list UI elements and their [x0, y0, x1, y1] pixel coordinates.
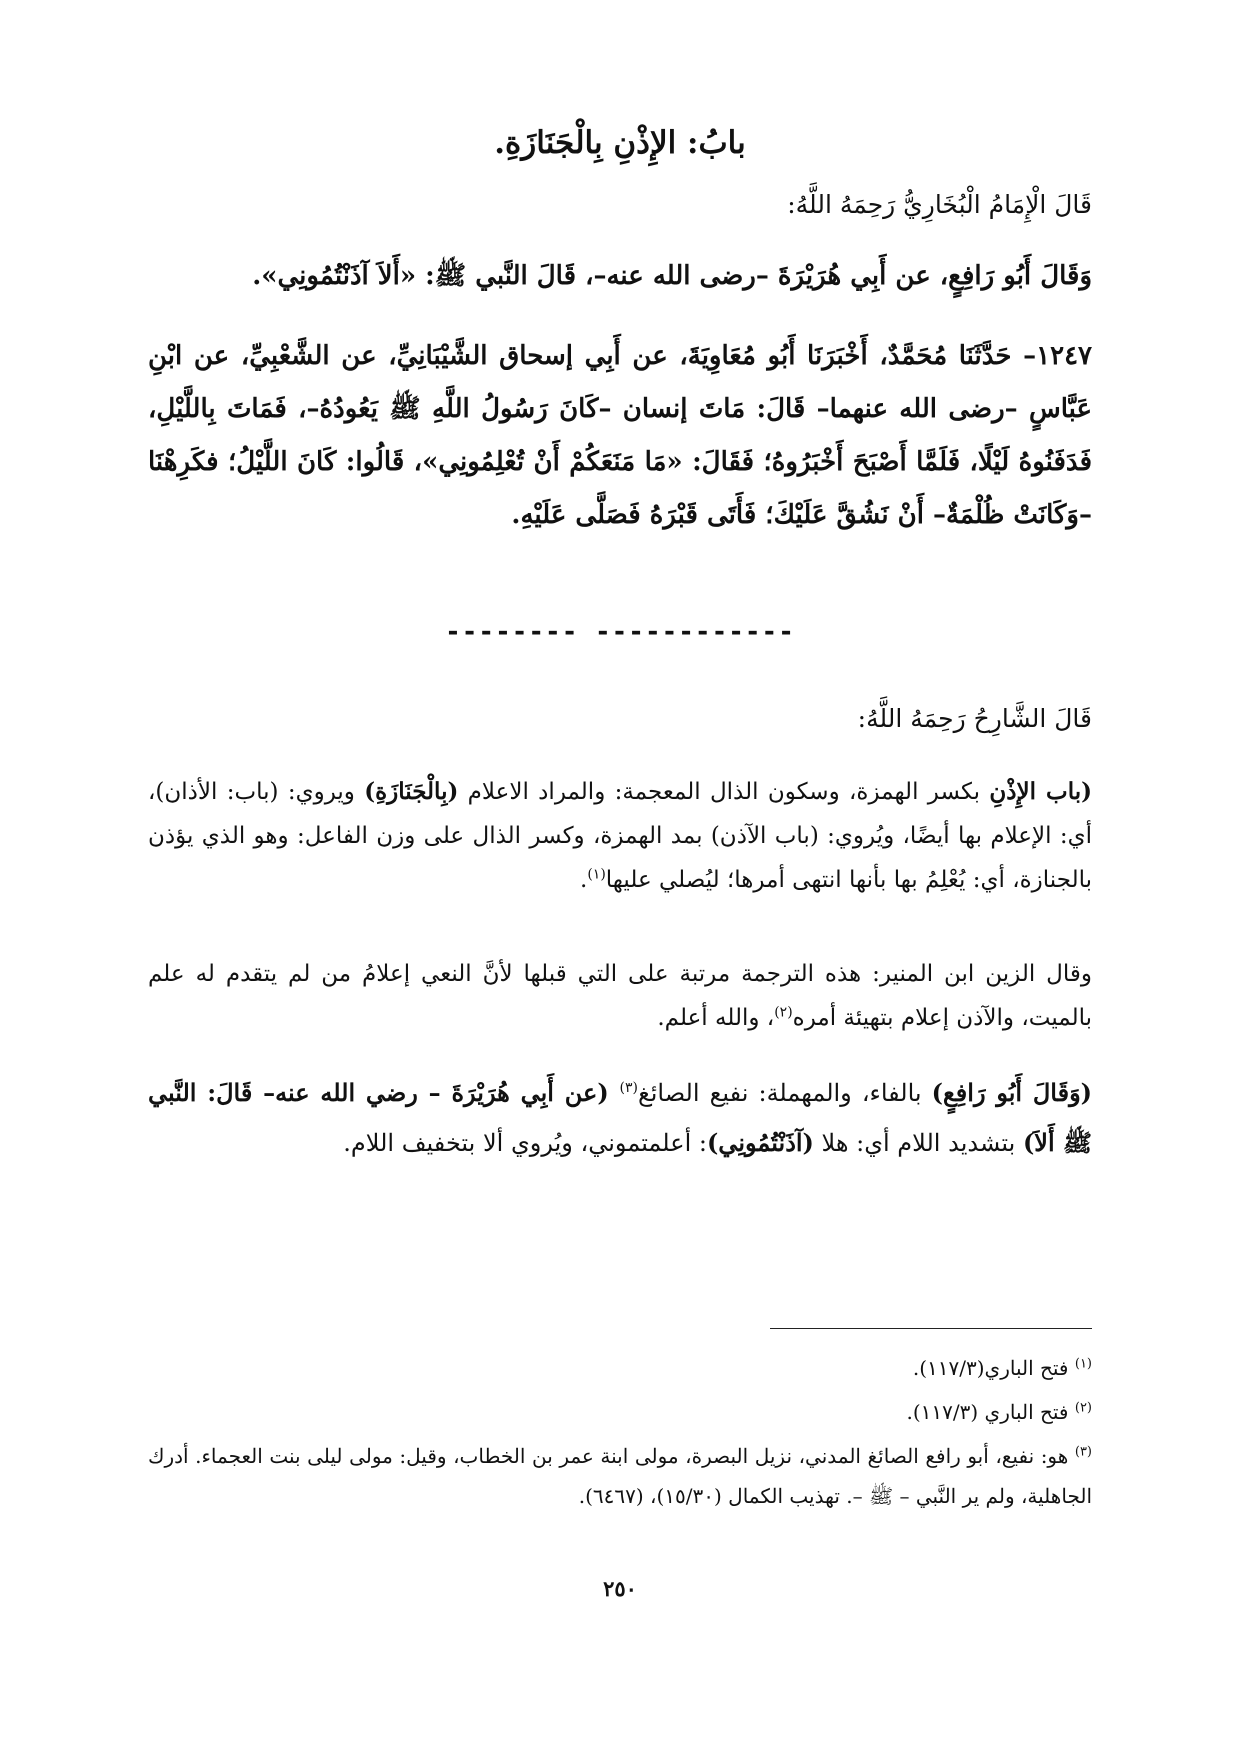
commentary-text: بالفاء، والمهملة: نفيع الصائغ — [637, 1079, 932, 1107]
page-number: ٢٥٠ — [603, 1576, 637, 1601]
footnote-marker: (٣) — [1074, 1444, 1092, 1460]
commentary-text: وقال الزين ابن المنير: هذه الترجمة مرتبة على التي قبلها لأنَّ النعي إعلامُ من لم يتقدم له علم بالميت، والآذن إعلام بتهيئة أمره — [148, 961, 1092, 1031]
bold-term: (وَقَالَ أَبُو رَافِعٍ) — [931, 1078, 1093, 1107]
footnote-text: فتح الباري(١١٧/٣). — [912, 1356, 1075, 1380]
footnote-text: فتح الباري (١١٧/٣). — [906, 1400, 1075, 1424]
footnote-reference[interactable]: (١) — [587, 866, 606, 883]
commentator-intro: قَالَ الشَّارِحُ رَحِمَهُ اللَّهُ: — [857, 704, 1092, 733]
footnote-marker: (١) — [1074, 1356, 1092, 1372]
footnote-marker: (٢) — [1074, 1400, 1092, 1416]
commentary-paragraph-1 — [148, 770, 1092, 902]
author-intro: قَالَ الْإِمَامُ الْبُخَارِيُّ رَحِمَهُ اللَّهُ: — [787, 190, 1092, 219]
bold-term: (آذَنْتُمُونِي) — [706, 1128, 814, 1157]
commentary-text: بتشديد اللام أي: هلا — [813, 1129, 1023, 1157]
footnote-divider — [770, 1328, 1092, 1329]
hadith-text: ١٢٤٧– حَدَّثَنَا مُحَمَّدٌ، أَخْبَرَنَا أَبُو مُعَاوِيَةَ، عن أَبِي إسحاق الشَّيْبَانِيِّ، عن الشَّعْبِيِّ، عن ابْنِ عَبَّاسٍ –رضى الله عنهما– قَالَ: مَاتَ إنسان –كَانَ رَسُولُ اللَّهِ ﷺ يَعُودُهُ–، فَمَاتَ بِاللَّيْلِ، فَدَفَنُوهُ لَيْلًا، فَلَمَّا أَصْبَحَ أَخْبَرُوهُ؛ فَقَالَ: «مَا مَنَعَكُمْ أَنْ تُعْلِمُونِي»، قَالُوا: كَانَ اللَّيْلُ؛ فكَرِهْنَا –وَكَانَتْ ظُلْمَةٌ– أَنْ نَشُقَّ عَلَيْكَ؛ فَأَتَى قَبْرَهُ فَصَلَّى عَلَيْهِ. — [148, 341, 1092, 530]
footnote-reference[interactable]: (٣) — [619, 1080, 638, 1096]
footnote-3 — [148, 1436, 1092, 1516]
section-separator: -------- ------------ — [445, 617, 795, 647]
footnote-text: هو: نفيع، أبو رافع الصائغ المدني، نزيل البصرة، مولى ابنة عمر بن الخطاب، وقيل: مولى ليلى بنت العجماء. أدرك الجاهلية، ولم ير النَّبي – ﷺ –. تهذيب الكمال (١٥/٣٠)، (٦٤٦٧). — [148, 1444, 1092, 1508]
commentary-text: : أعلمتموني، ويُروي ألا بتخفيف اللام. — [343, 1129, 707, 1157]
bold-term: (باب الإِذْنِ — [989, 778, 1093, 805]
mualaq-quote: وَقَالَ أَبُو رَافِعٍ، عن أَبِي هُرَيْرَةَ –رضى الله عنه–، قَالَ النَّبي ﷺ: «أَلاَ آذَنْتُمُونِي». — [252, 261, 1092, 291]
commentary-text: ويروي: (باب: الأذان)، أي: الإعلام بها أيضًا، ويُروي: (باب الآذن) بمد الهمزة، وكسر الذال على وزن الفاعل: وهو الذي يؤذن بالجنازة، أي: يُعْلِمُ بها بأنها انتهى أمرها؛ ليُصلي عليها — [148, 779, 1092, 893]
commentary-text: ، والله أعلم. — [657, 1005, 775, 1031]
commentary-paragraph-3 — [148, 1068, 1092, 1168]
footnote-1 — [148, 1348, 1092, 1388]
commentary-paragraph-2 — [148, 952, 1092, 1040]
bold-term: (بِالْجَنَازَةِ) — [364, 778, 459, 805]
chapter-title: بابُ: الإِذْنِ بِالْجَنَازَةِ. — [494, 125, 746, 161]
bold-term: (عن أَبِي هُرَيْرَةَ – رضي الله عنه– قَالَ: النَّبي ﷺ أَلاَ) — [148, 1078, 1092, 1157]
footnote-2 — [148, 1392, 1092, 1432]
commentary-text: . — [580, 867, 588, 893]
commentary-text: بكسر الهمزة، وسكون الذال المعجمة: والمراد الاعلام — [458, 779, 990, 805]
footnote-reference[interactable]: (٢) — [774, 1004, 793, 1021]
